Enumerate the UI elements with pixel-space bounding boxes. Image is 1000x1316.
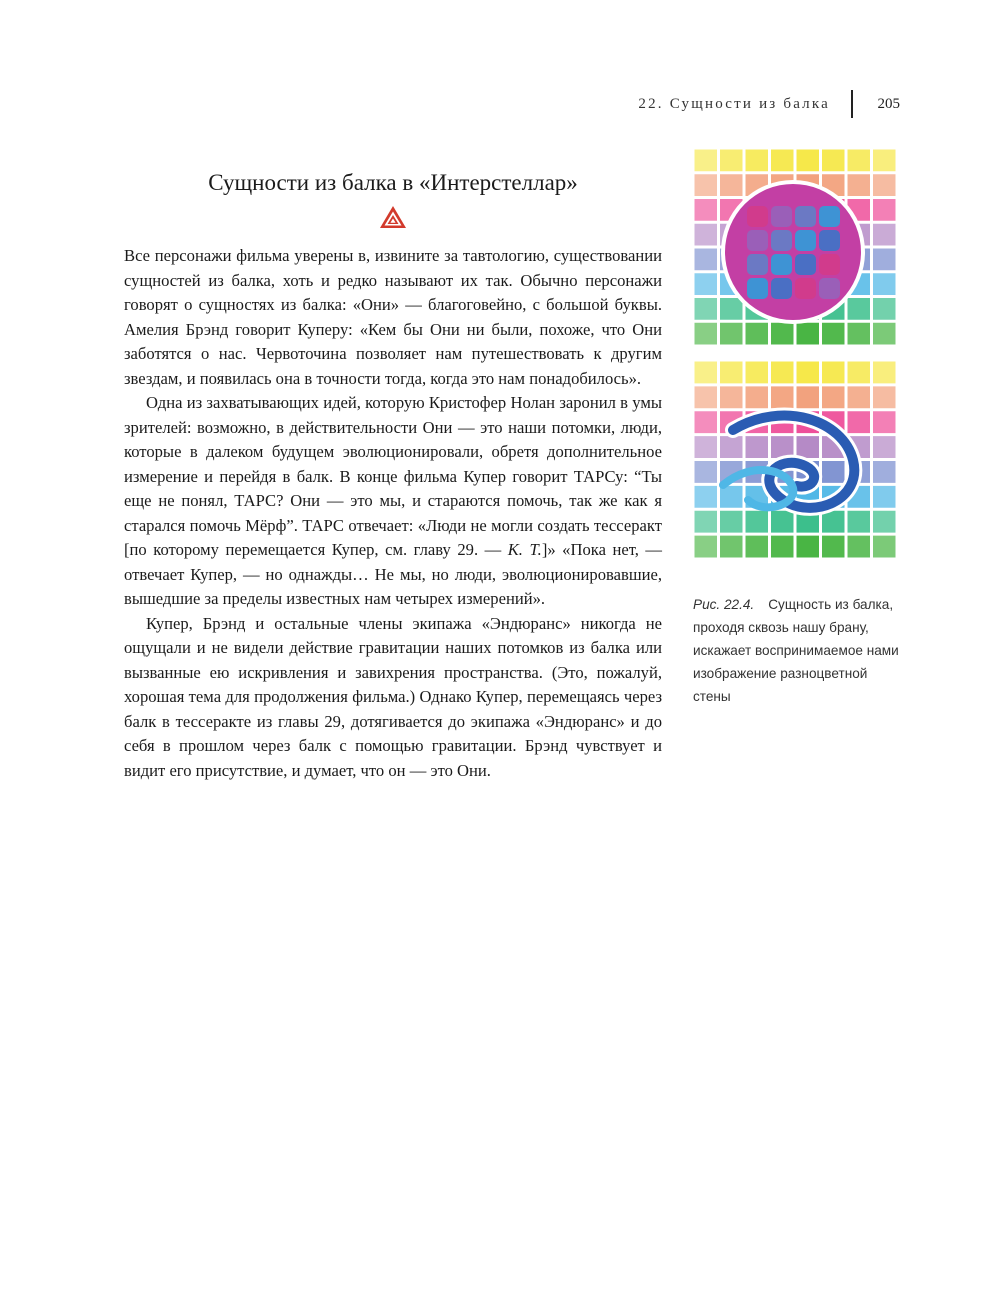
wall-tile <box>822 362 845 384</box>
paragraph-2-text: Одна из захватывающих идей, которую Кристофер Нолан заронил в умы зрителей: возможно, в действительности Они — это наши потомки, люди, которые в далеком будущем эволюционировали, обретя дополнительное измерение и перейдя в балк. В конце фильма Купер говорит ТАРСу: “Ты еще не понял, ТАРС? Они — это мы, и стараются помочь, так же как я старался помочь Мёрф”. ТАРС отвечает: «Люди не могли создать тессеракт [по которому перемещается Купер, см. главу 29. — <box>124 393 662 559</box>
wall-tile <box>797 536 820 558</box>
wall-tile <box>695 174 718 196</box>
paragraph-2 <box>124 391 662 612</box>
wall-tile <box>771 386 794 408</box>
wall-tile <box>848 150 871 172</box>
chapter-title: 22. Сущности из балка <box>638 96 830 112</box>
wall-tile <box>873 150 896 172</box>
wall-tile <box>771 362 794 384</box>
bulge-tile <box>795 230 816 251</box>
wall-tile <box>771 323 794 345</box>
wall-tile <box>797 150 820 172</box>
wall-tile <box>771 511 794 533</box>
wall-tile <box>720 536 743 558</box>
figure-caption <box>693 593 908 708</box>
wall-tile <box>720 486 743 508</box>
page-number: 205 <box>877 96 900 112</box>
bulge-tile <box>795 278 816 299</box>
wall-tile <box>873 511 896 533</box>
wall-tile <box>873 362 896 384</box>
wall-tile <box>848 386 871 408</box>
wall-tile <box>695 199 718 221</box>
author-initials: К. Т. <box>507 540 542 559</box>
wall-tile <box>797 436 820 458</box>
wall-tile <box>797 323 820 345</box>
wall-tile <box>695 273 718 295</box>
wall-tile <box>695 249 718 271</box>
wall-tile <box>797 362 820 384</box>
wall-tile <box>695 362 718 384</box>
wall-tile <box>720 386 743 408</box>
wall-tile <box>695 411 718 433</box>
wall-tile <box>746 536 769 558</box>
bulge-tile <box>771 278 792 299</box>
colored-wall-swirl-illustration <box>693 360 897 559</box>
figure-label: Рис. 22.4. <box>693 597 755 612</box>
wall-tile <box>848 362 871 384</box>
wall-tile <box>720 174 743 196</box>
wall-tile <box>848 511 871 533</box>
wall-tile <box>822 536 845 558</box>
paragraph-1: Все персонажи фильма уверены в, извините за тавтологию, существовании сущностей из балка, хоть и редко называют их так. Обычно персонажи говорят о сущностях из балка: «Они» — благоговейно, с большой буквы. Амелия Брэнд говорит Куперу: «Кем бы Они ни были, похоже, что Они заботятся о нас. Червоточина позволяет нам путешествовать к другим звездам, и появилась она в точности тогда, когда это нам понадобилось». <box>124 246 662 388</box>
bulge-tile <box>819 206 840 227</box>
bulge-ring <box>725 184 861 320</box>
wall-tile <box>746 362 769 384</box>
wall-tile <box>720 298 743 320</box>
wall-tile <box>695 386 718 408</box>
wall-tile <box>746 323 769 345</box>
header-divider <box>851 90 853 118</box>
warning-triangle-icon <box>378 204 408 230</box>
wall-tile <box>695 323 718 345</box>
wall-tile <box>848 323 871 345</box>
bulge-tile <box>819 278 840 299</box>
wall-tile <box>695 461 718 483</box>
wall-tile <box>695 436 718 458</box>
wall-tile <box>771 150 794 172</box>
body-text <box>124 244 662 783</box>
bulge-tile <box>795 206 816 227</box>
bulge-tile <box>771 254 792 275</box>
bulge-tile <box>819 254 840 275</box>
wall-tile <box>873 298 896 320</box>
wall-tile <box>695 536 718 558</box>
wall-tile <box>746 436 769 458</box>
wall-tile <box>771 536 794 558</box>
bulge-tile <box>819 230 840 251</box>
wall-tile <box>695 150 718 172</box>
wall-tile <box>873 436 896 458</box>
figure-caption-text: Сущность из балка, проходя сквозь нашу брану, искажает воспринимаемое нами изображение разноцветной стены <box>693 597 899 704</box>
paragraph-2-tail: ]» «Пока нет, — отвечает Купер, — но однажды… Не мы, но люди, эволюционировавшие, вышедшие за пределы известных нам четырех измерений». <box>124 540 663 608</box>
wall-tile <box>822 386 845 408</box>
wall-tile <box>695 224 718 246</box>
section-title: Сущности из балка в «Интерстеллар» <box>208 170 578 195</box>
wall-tile <box>848 536 871 558</box>
wall-tile <box>746 386 769 408</box>
wall-tile <box>695 298 718 320</box>
wall-tile <box>873 323 896 345</box>
wall-tile <box>873 249 896 271</box>
wall-tile <box>848 411 871 433</box>
colored-wall-bulge-illustration <box>693 148 897 346</box>
bulge-tile <box>771 206 792 227</box>
wall-tile <box>873 411 896 433</box>
wall-tile <box>822 511 845 533</box>
bulge-tile <box>747 230 768 251</box>
main-column <box>124 168 662 783</box>
wall-tile <box>848 174 871 196</box>
wall-tile <box>720 511 743 533</box>
wall-tile <box>720 323 743 345</box>
bulge-tile <box>747 254 768 275</box>
wall-tile <box>695 511 718 533</box>
bulge-tile <box>771 230 792 251</box>
wall-tile <box>822 150 845 172</box>
wall-tile <box>797 386 820 408</box>
bulge-tile <box>795 254 816 275</box>
wall-tile <box>720 436 743 458</box>
wall-tile <box>848 298 871 320</box>
wall-tile <box>695 486 718 508</box>
wall-tile <box>873 536 896 558</box>
paragraph-3: Купер, Брэнд и остальные члены экипажа «Эндюранс» никогда не ощущали и не видели действие гравитации наших потомков из балка или вызванные ею искривления и завихрения пространства. (Это, пожалуй, хорошая тема для продолжения фильма.) Однако Купер, перемещаясь через балк в тессеракте из главы 29, дотягивается до экипажа «Эндюранс» и до себя в прошлом через балк с помощью гравитации. Брэнд чувствует и видит его присутствие, и думает, что он — это Они. <box>124 613 662 780</box>
wall-tile <box>720 150 743 172</box>
wall-tile <box>746 150 769 172</box>
bulge-tile <box>747 206 768 227</box>
bulge-tile <box>747 278 768 299</box>
wall-tile <box>822 461 845 483</box>
wall-tile <box>873 461 896 483</box>
wall-tile <box>873 224 896 246</box>
wall-tile <box>720 362 743 384</box>
wall-tile <box>873 199 896 221</box>
wall-tile <box>873 174 896 196</box>
wall-tile <box>873 273 896 295</box>
wall-tile <box>822 323 845 345</box>
wall-tile <box>873 486 896 508</box>
wall-tile <box>746 511 769 533</box>
wall-tile <box>873 386 896 408</box>
running-head <box>560 94 900 124</box>
